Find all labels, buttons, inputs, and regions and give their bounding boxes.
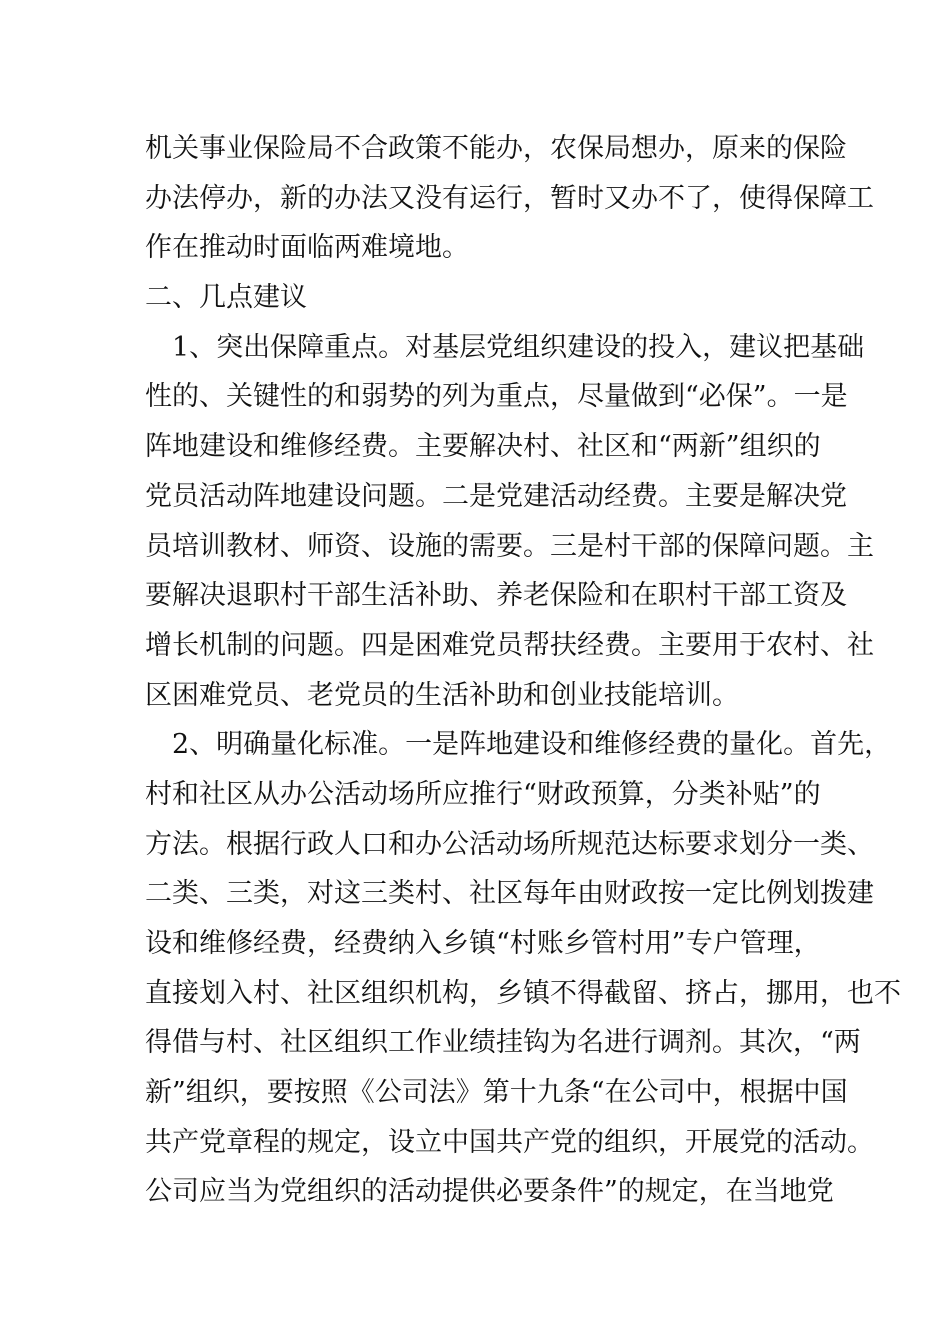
text-line: 2、明确量化标准。一是阵地建设和维修经费的量化。首先， [172, 729, 892, 761]
text-line: 直接划入村、社区组织机构，乡镇不得截留、挤占，挪用，也不 [145, 977, 901, 1009]
text-line: 新”组织，要按照《公司法》第十九条“在公司中，根据中国 [145, 1077, 848, 1109]
text-line: 公司应当为党组织的活动提供必要条件”的规定，在当地党 [145, 1176, 834, 1208]
body-text [145, 124, 901, 1217]
text-line: 设和维修经费，经费纳入乡镇“村账乡管村用”专户管理， [145, 928, 821, 959]
text-line: 区困难党员、老党员的生活补助和创业技能培训。 [145, 679, 739, 711]
text-line: 共产党章程的规定，设立中国共产党的组织，开展党的活动。 [145, 1126, 874, 1158]
text-line: 性的、关键性的和弱势的列为重点，尽量做到“必保”。一是 [145, 381, 848, 413]
text-line: 党员活动阵地建设问题。二是党建活动经费。主要是解决党 [145, 480, 847, 512]
text-line: 阵地建设和维修经费。主要解决村、社区和“两新”组织的 [145, 431, 821, 463]
text-line: 员培训教材、师资、设施的需要。三是村干部的保障问题。主 [145, 530, 874, 562]
text-line: 二类、三类，对这三类村、社区每年由财政按一定比例划拨建 [145, 878, 874, 910]
text-line: 办法停办，新的办法又没有运行，暂时又办不了，使得保障工 [145, 182, 874, 214]
text-line: 1、突出保障重点。对基层党组织建设的投入，建议把基础 [172, 331, 865, 363]
text-line: 村和社区从办公活动场所应推行“财政预算，分类补贴”的 [145, 778, 821, 810]
text-line: 机关事业保险局不合政策不能办，农保局想办，原来的保险 [145, 133, 847, 164]
text-line: 要解决退职村干部生活补助、养老保险和在职村干部工资及 [145, 580, 847, 612]
text-line: 增长机制的问题。四是困难党员帮扶经费。主要用于农村、社 [145, 629, 874, 661]
text-line: 作在推动时面临两难境地。 [145, 232, 469, 264]
text-line: 得借与村、社区组织工作业绩挂钩为名进行调剂。其次，“两 [145, 1027, 861, 1059]
section-heading: 二、几点建议 [145, 282, 307, 314]
text-line: 方法。根据行政人口和办公活动场所规范达标要求划分一类、 [145, 828, 874, 860]
